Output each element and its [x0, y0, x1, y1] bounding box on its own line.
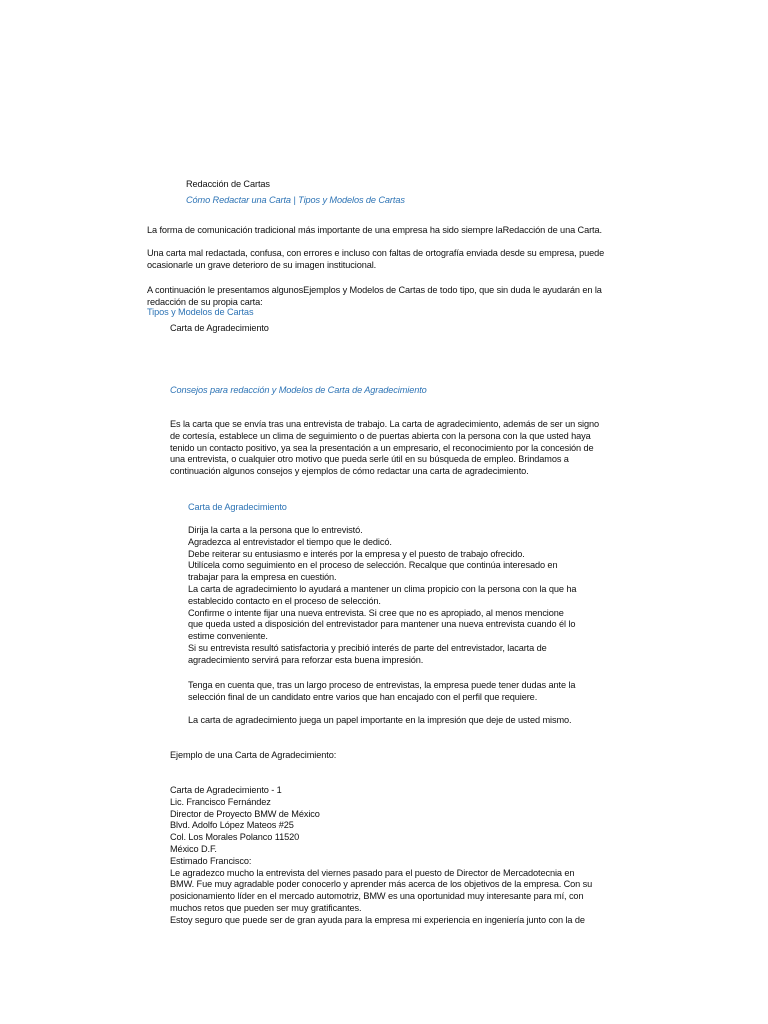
- example-letter: [170, 785, 630, 927]
- tip-line: Confirme o intente fijar una nueva entrevista. Si cree que no es apropiado, al menos mencione: [188, 607, 564, 618]
- text-line: tenido un contacto positivo, ya sea la presentación a un empresario, el reconocimiento por la concesión de: [170, 442, 594, 453]
- letter-line: Carta de Agradecimiento - 1: [170, 785, 282, 795]
- tips-note-1: [188, 680, 628, 704]
- letter-line: Estoy seguro que puede ser de gran ayuda para la empresa mi experiencia en ingeniería junto con la de: [170, 914, 585, 925]
- tip-line: Debe reiterar su entusiasmo e interés por la empresa y el puesto de trabajo ofrecido.: [188, 548, 525, 559]
- letter-line: muchos retos que pueden ser muy gratificantes.: [170, 903, 362, 913]
- text-line: Es la carta que se envía tras una entrevista de trabajo. La carta de agradecimiento, además de ser un signo: [170, 419, 600, 429]
- text-line: redacción de su propia carta:: [147, 297, 263, 307]
- tip-line: Si su entrevista resultó satisfactoria y precibió interés de parte del entrevistador, lacarta de: [188, 643, 547, 653]
- letter-line: Director de Proyecto BMW de México: [170, 808, 320, 819]
- text-line: ocasionarle un grave deterioro de su imagen institucional.: [147, 260, 377, 270]
- consejos-heading[interactable]: Consejos para redacción y Modelos de Carta de Agradecimiento: [170, 385, 427, 395]
- tip-line: que queda usted a disposición del entrevistador para mantener una nueva entrevista cuando él lo: [188, 619, 576, 630]
- text-line: Una carta mal redactada, confusa, con errores e incluso con faltas de ortografía enviada desde su empresa, puede: [147, 248, 605, 258]
- text-line: de cortesía, establece un clima de seguimiento o de puertas abierta con la persona con la que usted haya: [170, 430, 591, 441]
- intro-paragraph-2: [147, 248, 667, 272]
- example-heading: Ejemplo de una Carta de Agradecimiento:: [170, 750, 337, 760]
- letter-line: Le agradezco mucho la entrevista del viernes pasado para el puesto de Director de Mercadotecnia en: [170, 867, 575, 878]
- letter-line: BMW. Fue muy agradable poder conocerlo y aprender más acerca de los objetivos de la empresa. Con su: [170, 879, 593, 890]
- text-line: continuación algunos consejos y ejemplos de cómo redactar una carta de agradecimiento.: [170, 466, 529, 477]
- letter-line: México D.F.: [170, 844, 217, 854]
- tip-line: Utilícela como seguimiento en el proceso de selección. Recalque que continúa interesado en: [188, 560, 558, 571]
- letter-line: Blvd. Adolfo López Mateos #25: [170, 820, 294, 831]
- tip-line: Agradezca al entrevistador el tiempo que le dedicó.: [188, 536, 392, 547]
- tips-list: [188, 525, 628, 667]
- section-heading: Carta de Agradecimiento: [170, 323, 269, 333]
- tip-line: trabajar para la empresa en cuestión.: [188, 572, 337, 583]
- tips-heading[interactable]: Carta de Agradecimiento: [188, 502, 287, 512]
- letter-line: Estimado Francisco:: [170, 855, 252, 866]
- tip-line: establecido contacto en el proceso de selección.: [188, 595, 381, 606]
- text-line: A continuación le presentamos algunosEjemplos y Modelos de Cartas de todo tipo, que sin duda le ayudarán en la: [147, 285, 602, 295]
- intro-paragraph-1: La forma de comunicación tradicional más importante de una empresa ha sido siempre laRedacción de una Carta.: [147, 225, 602, 235]
- tip-line: estime conveniente.: [188, 631, 268, 642]
- document-title: Redacción de Cartas: [186, 179, 270, 189]
- intro-paragraph-3: [147, 285, 667, 309]
- letter-line: Col. Los Morales Polanco 11520: [170, 832, 300, 843]
- consejos-paragraph: [170, 419, 660, 479]
- text-line: Tenga en cuenta que, tras un largo proceso de entrevistas, la empresa puede tener dudas ante la: [188, 680, 576, 690]
- text-line: una entrevista, o cualquier otro motivo que pueda serle útil en su búsqueda de empleo. Brindamos a: [170, 454, 569, 465]
- text-line: selección final de un candidato entre varios que han encajado con el perfil que requiere.: [188, 691, 538, 702]
- tip-line: La carta de agradecimiento lo ayudará a mantener un clima propicio con la persona con la que ha: [188, 584, 577, 594]
- letter-line: Lic. Francisco Fernández: [170, 796, 271, 807]
- letter-line: posicionamiento líder en el mercado automotriz, BMW es una oportunidad muy interesante para mí, con: [170, 891, 584, 902]
- types-link[interactable]: Tipos y Modelos de Cartas: [147, 307, 254, 317]
- tips-note-2: La carta de agradecimiento juega un papel importante en la impresión que deje de usted mismo.: [188, 715, 572, 725]
- tip-line: agradecimiento servirá para reforzar esta buena impresión.: [188, 654, 424, 665]
- document-subtitle-link[interactable]: Cómo Redactar una Carta | Tipos y Modelos de Cartas: [186, 195, 405, 205]
- tip-line: Dirija la carta a la persona que lo entrevistó.: [188, 525, 363, 535]
